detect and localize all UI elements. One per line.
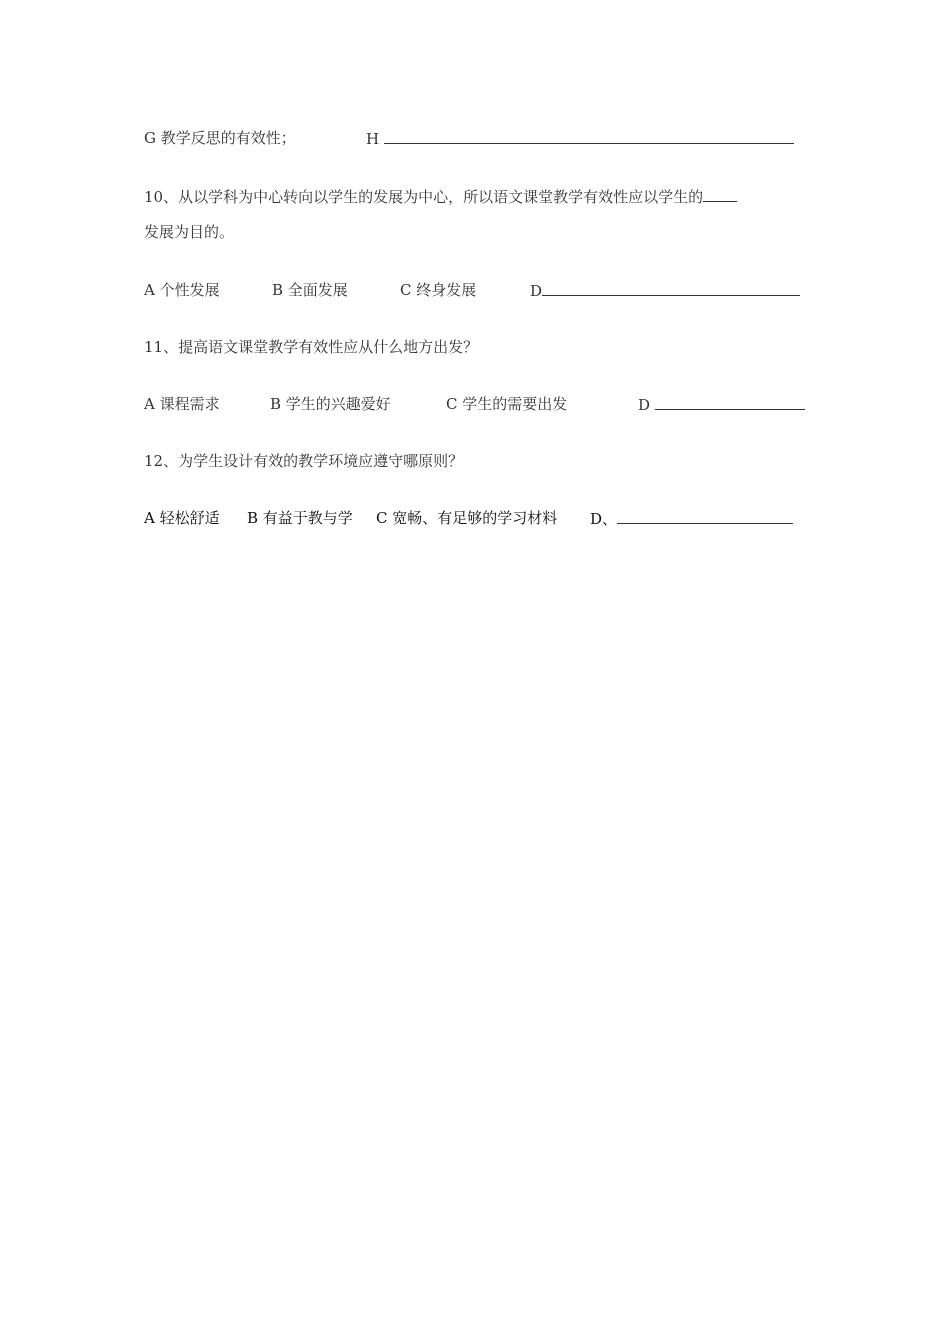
q10-option-b: B 全面发展 (272, 281, 348, 299)
options-line-g-h (144, 128, 804, 148)
q11-option-d (638, 394, 805, 415)
question-12-text: 12、为学生设计有效的教学环境应遵守哪原则？ (144, 452, 464, 470)
q12-option-c: C 宽畅、有足够的学习材料 (376, 509, 558, 527)
question-10-line-2: 发展为目的。 (144, 223, 235, 241)
answer-blank-h[interactable] (384, 128, 794, 144)
option-g: G 教学反思的有效性； (144, 129, 296, 147)
answer-blank-q10-d[interactable] (542, 280, 800, 296)
q11-option-c: C 学生的需要出发 (446, 395, 568, 413)
q11-option-b: B 学生的兴趣爱好 (270, 395, 391, 413)
q12-option-a: A 轻松舒适 (144, 509, 220, 527)
question-11-options (144, 394, 814, 414)
question-10-options (144, 280, 804, 300)
q11-option-a: A 课程需求 (144, 395, 220, 413)
q10-option-d (530, 280, 800, 301)
question-11-text: 11、提高语文课堂教学有效性应从什么地方出发？ (144, 338, 479, 356)
q12-option-d (590, 508, 793, 529)
option-h-label: H (366, 130, 384, 148)
question-12-options (144, 508, 804, 528)
q10-option-d-label: D (530, 282, 543, 300)
q11-option-d-label: D (638, 396, 655, 414)
q10-option-a: A 个性发展 (144, 281, 220, 299)
answer-blank-q10[interactable] (703, 186, 737, 202)
q10-option-c: C 终身发展 (400, 281, 477, 299)
answer-blank-q12-d[interactable] (617, 508, 793, 524)
question-10-text: 10、从以学科为中心转向以学生的发展为中心，所以语文课堂教学有效性应以学生的 (144, 188, 704, 206)
question-10-line-1 (144, 186, 737, 207)
option-h (366, 128, 794, 149)
answer-blank-q11-d[interactable] (655, 394, 805, 410)
q12-option-d-label: D、 (590, 510, 618, 528)
q12-option-b: B 有益于教与学 (247, 509, 353, 527)
